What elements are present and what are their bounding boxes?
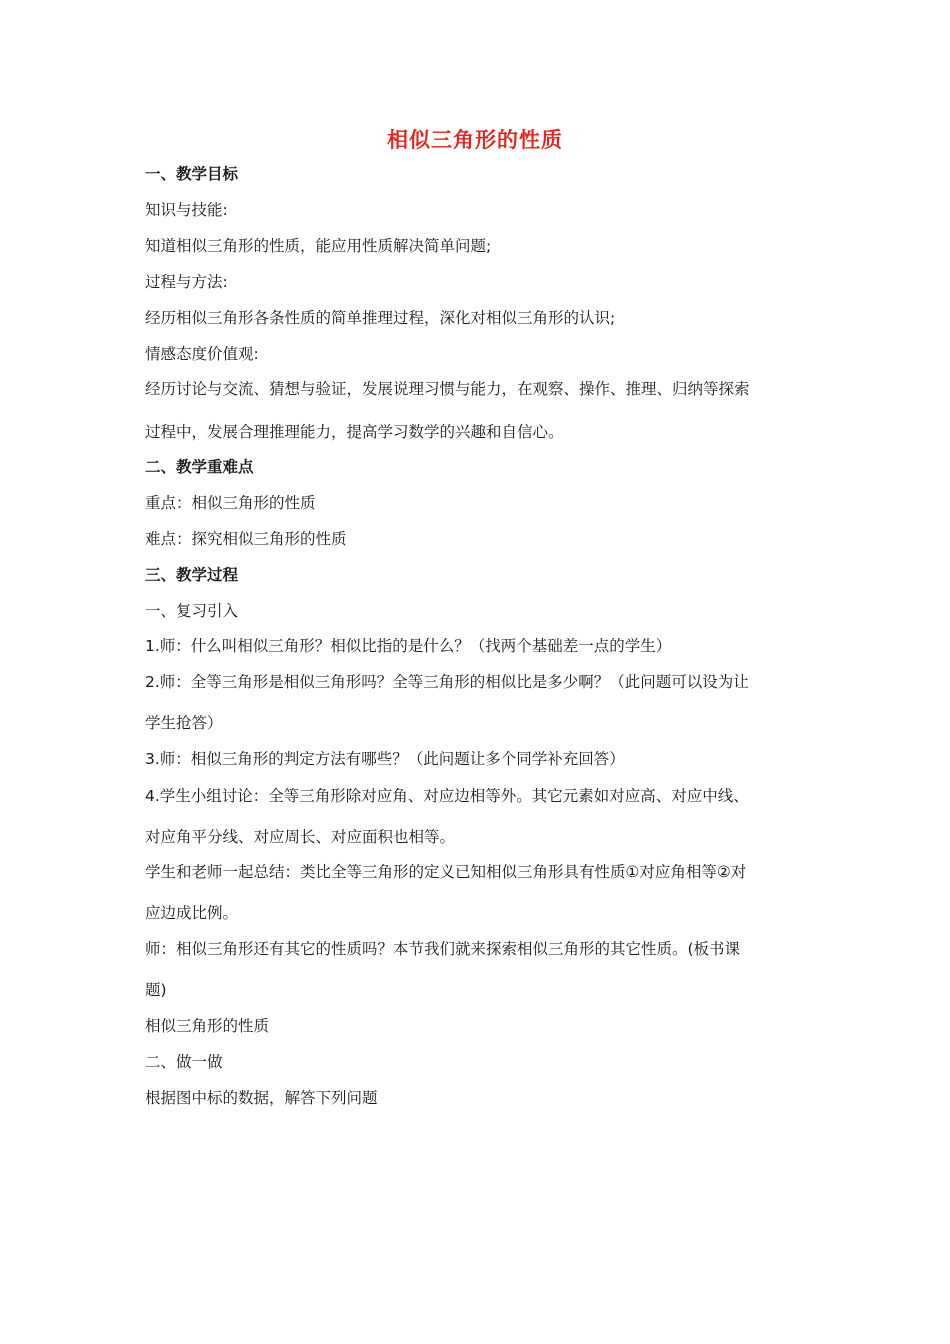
question-2-line-2: 学生抢答） [145, 714, 223, 732]
summary-line-1: 学生和老师一起总结：类比全等三角形的定义已知相似三角形具有性质①对应角相等②对 [145, 863, 747, 881]
attitude-label: 情感态度价值观: [145, 345, 259, 363]
part2-text: 根据图中标的数据，解答下列问题 [145, 1089, 378, 1107]
process-text: 经历相似三角形各条性质的简单推理过程，深化对相似三角形的认识; [145, 309, 616, 327]
question-4-line-1: 4.学生小组讨论：全等三角形除对应角、对应边相等外。其它元素如对应高、对应中线、 [145, 787, 749, 805]
section-heading-key-points: 二、教学重难点 [145, 458, 254, 476]
section-heading-process: 三、教学过程 [145, 566, 239, 584]
board-title: 相似三角形的性质 [145, 1017, 270, 1035]
attitude-text-line-1: 经历讨论与交流、猜想与验证，发展说理习惯与能力，在观察、操作、推理、归纳等探索 [145, 380, 750, 398]
question-1: 1.师：什么叫相似三角形？相似比指的是什么？（找两个基础差一点的学生） [145, 637, 672, 655]
teacher-line-1: 师：相似三角形还有其它的性质吗？本节我们就来探索相似三角形的其它性质。(板书课 [145, 940, 741, 958]
summary-line-2: 应边成比例。 [145, 904, 239, 922]
process-label: 过程与方法: [145, 273, 228, 291]
part2-title: 二、做一做 [145, 1053, 223, 1071]
knowledge-label: 知识与技能: [145, 201, 228, 219]
knowledge-text: 知道相似三角形的性质，能应用性质解决简单问题; [145, 237, 492, 255]
question-2-line-1: 2.师：全等三角形是相似三角形吗？全等三角形的相似比是多少啊？（此问题可以设为让 [145, 673, 749, 691]
key-point-text: 重点：相似三角形的性质 [145, 494, 316, 512]
attitude-text-line-2: 过程中，发展合理推理能力，提高学习数学的兴趣和自信心。 [145, 423, 564, 441]
document-title: 相似三角形的性质 [387, 128, 563, 152]
teacher-line-2: 题) [145, 981, 167, 999]
section-heading-objectives: 一、教学目标 [145, 165, 239, 183]
difficulty-text: 难点：探究相似三角形的性质 [145, 530, 347, 548]
question-3: 3.师：相似三角形的判定方法有哪些？（此问题让多个同学补充回答） [145, 750, 625, 768]
part1-title: 一、复习引入 [145, 602, 239, 620]
question-4-line-2: 对应角平分线、对应周长、对应面积也相等。 [145, 828, 456, 846]
